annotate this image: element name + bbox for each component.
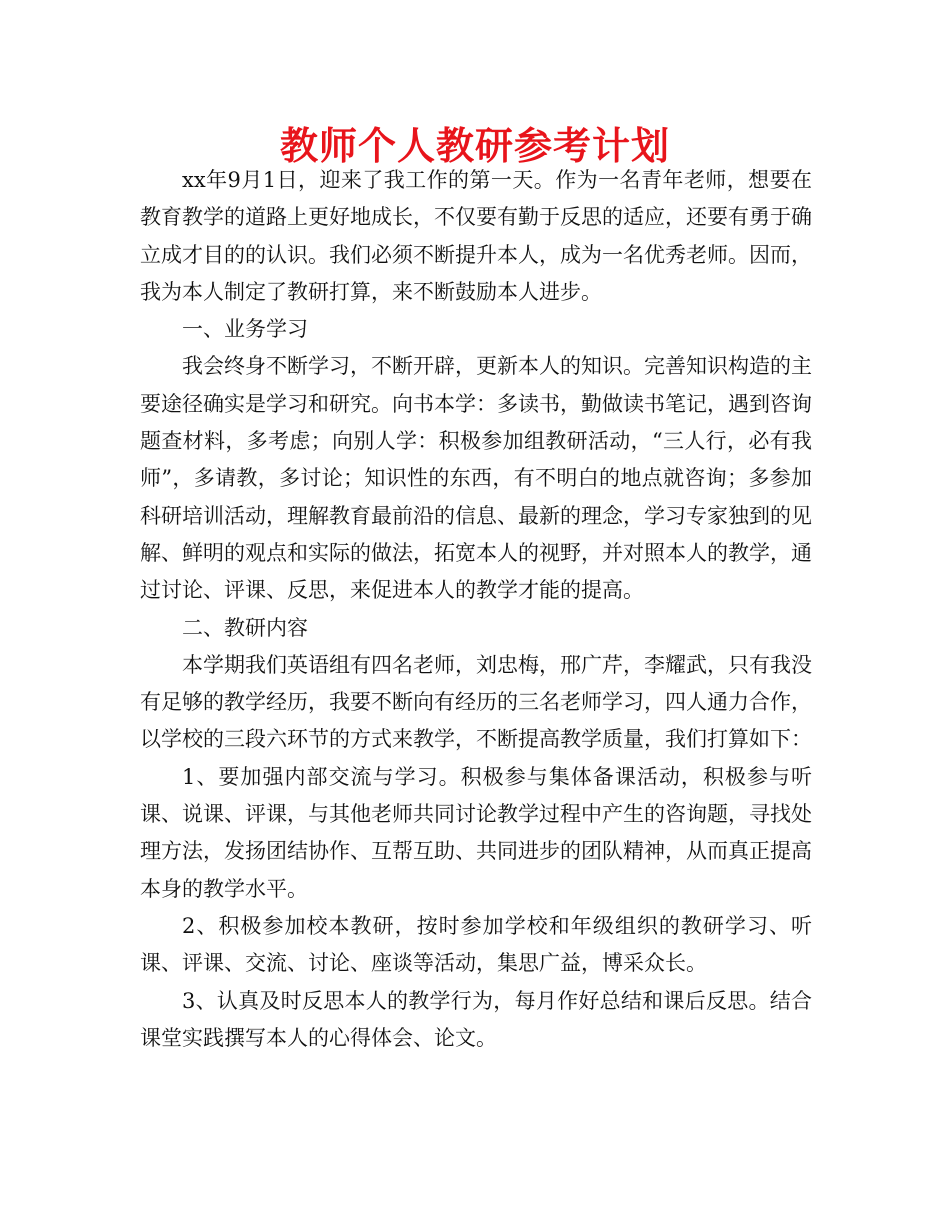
paragraph-business-study: 我会终身不断学习，不断开辟，更新本人的知识。完善知识构造的主要途径确实是学习和研究。向书本学：多读书，勤做读书笔记，遇到咨询题查材料，多考虑；向别人学：积极参加组教研活动，“三人行，必有我师”，多请教，多讨论；知识性的东西，有不明白的地点就咨询；多参加科研培训活动，理解教育最前沿的信息、最新的理念，学习专家独到的见解、鲜明的观点和实际的做法，拓宽本人的视野，并对照本人的教学，通过讨论、评课、反思，来促进本人的教学才能的提高。 — [140, 354, 812, 603]
paragraph-item-1: 1、要加强内部交流与学习。积极参与集体备课活动，积极参与听课、说课、评课，与其他老师共同讨论教学过程中产生的咨询题，寻找处理方法，发扬团结协作、互帮互助、共同进步的团队精神，从而真正提高本身的教学水平。 — [140, 764, 812, 901]
section-heading-business-study: 一、业务学习 — [182, 317, 308, 342]
paragraph-item-3: 3、认真及时反思本人的教学行为，每月作好总结和课后反思。结合课堂实践撰写本人的心得体会、论文。 — [140, 988, 812, 1050]
paragraph-item-2: 2、积极参加校本教研，按时参加学校和年级组织的教研学习、听课、评课、交流、讨论、座谈等活动，集思广益，博采众长。 — [140, 913, 812, 976]
paragraph-intro: xx年9月1日，迎来了我工作的第一天。作为一名青年老师，想要在教育教学的道路上更好地成长，不仅要有勤于反思的适应，还要有勇于确立成才目的的认识。我们必须不断提升本人，成为一名优秀老师。因而，我为本人制定了教研打算，来不断鼓励本人进步。 — [140, 168, 812, 304]
document-body — [140, 162, 812, 1057]
paragraph-research-content: 本学期我们英语组有四名老师，刘忠梅，邢广芹，李耀武，只有我没有足够的教学经历，我要不断向有经历的三名老师学习，四人通力合作，以学校的三段六环节的方式来教学，不断提高教学质量，我们打算如下： — [140, 652, 812, 752]
section-heading-research-content: 二、教研内容 — [182, 615, 308, 640]
document-title: 教师个人教研参考计划 — [279, 124, 670, 168]
